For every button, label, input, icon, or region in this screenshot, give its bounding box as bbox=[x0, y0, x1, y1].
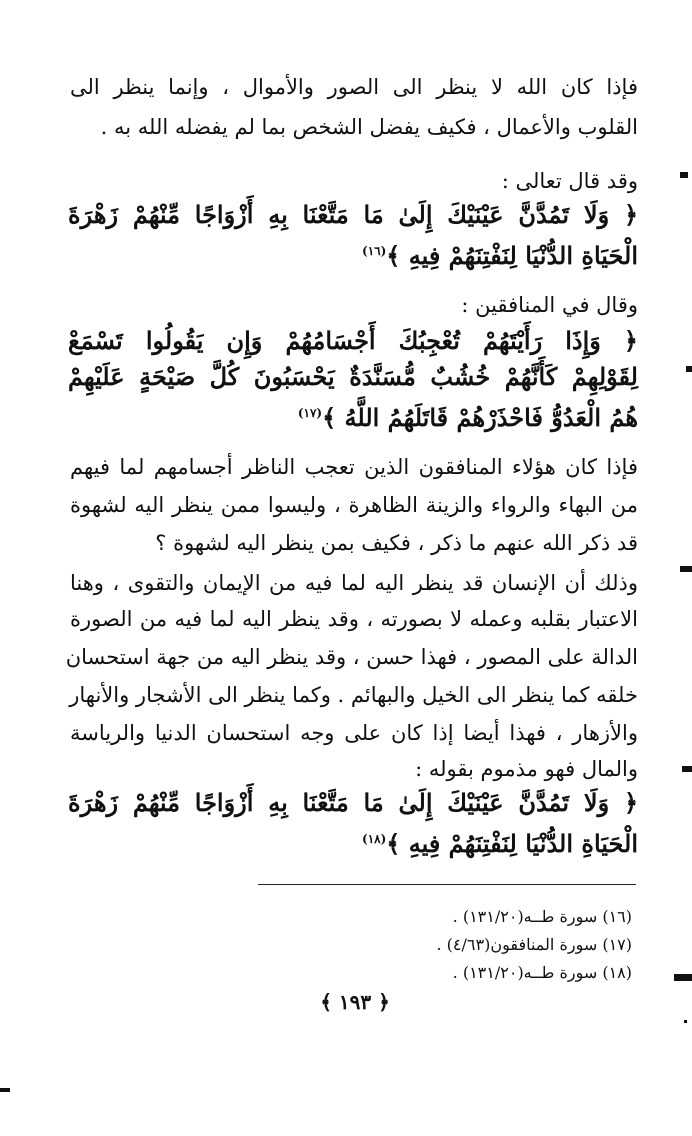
quran-verse-line: ﴿ وَلَا تَمُدَّنَّ عَيْنَيْكَ إِلَىٰ مَا مَتَّعْنَا بِهِ أَزْوَاجًا مِّنْهُمْ زَهْرَةَ bbox=[68, 788, 639, 817]
footnote-reference: (١٨) bbox=[362, 832, 387, 846]
paragraph-line: قد ذكر الله عنهم ما ذكر ، فكيف بمن ينظر اليه لشهوة ؟ bbox=[155, 531, 638, 555]
verse-text: هُمُ الْعَدُوُّ فَاحْذَرْهُمْ قَاتَلَهُمُ اللَّهُ ﴾ bbox=[322, 403, 638, 432]
paragraph-line: فإذا كان الله لا ينظر الى الصور والأموال ، وإنما ينظر الى bbox=[70, 75, 638, 99]
quran-verse-line: ﴿ وَإِذَا رَأَيْتَهُمْ تُعْجِبُكَ أَجْسَامُهُمْ وَإِن يَقُولُوا تَسْمَعْ bbox=[68, 326, 638, 355]
scan-edge-mark bbox=[674, 974, 692, 981]
paragraph-line: والمال فهو مذموم بقوله : bbox=[415, 757, 638, 781]
scan-edge-mark bbox=[680, 172, 688, 178]
scan-edge-mark bbox=[682, 766, 692, 772]
verse-intro: وقال في المنافقين : bbox=[461, 293, 638, 317]
paragraph-line: الدالة على المصور ، فهذا حسن ، وقد ينظر اليه من جهة استحسان bbox=[65, 645, 638, 669]
footnote: (١٨) سورة طــه(١٣١/٢٠) . bbox=[452, 963, 632, 982]
quran-verse-line bbox=[68, 234, 638, 273]
quran-verse-line bbox=[68, 822, 638, 861]
quran-verse-line: لِقَوْلِهِمْ كَأَنَّهُمْ خُشُبٌ مُّسَنَّدَةٌ يَحْسَبُونَ كُلَّ صَيْحَةٍ عَلَيْهِمْ bbox=[68, 362, 638, 391]
paragraph-line: خلقه كما ينظر الى الخيل والبهائم . وكما ينظر الى الأشجار والأنهار bbox=[69, 683, 638, 707]
verse-intro: وقد قال تعالى : bbox=[501, 169, 638, 193]
footnote-reference: (١٧) bbox=[297, 406, 323, 420]
scan-edge-mark bbox=[686, 366, 692, 372]
verse-text: الْحَيَاةِ الدُّنْيَا لِنَفْتِنَهُمْ فِيهِ ﴾ bbox=[386, 829, 638, 858]
footnote-reference: (١٦) bbox=[362, 244, 387, 258]
paragraph-line: والأزهار ، فهذا أيضا إذا كان على وجه استحسان الدنيا والرياسة bbox=[70, 721, 638, 745]
paragraph-line: وذلك أن الإنسان قد ينظر اليه لما فيه من الإيمان والتقوى ، وهنا bbox=[70, 571, 638, 595]
scan-edge-mark bbox=[680, 566, 692, 572]
verse-text: الْحَيَاةِ الدُّنْيَا لِنَفْتِنَهُمْ فِيهِ ﴾ bbox=[386, 241, 638, 270]
quran-verse-line bbox=[68, 396, 638, 435]
quran-verse-line: ﴿ وَلَا تَمُدَّنَّ عَيْنَيْكَ إِلَىٰ مَا مَتَّعْنَا بِهِ أَزْوَاجًا مِّنْهُمْ زَهْرَةَ bbox=[68, 200, 639, 229]
paragraph-line: الاعتبار بقلبه وعمله لا بصورته ، وقد ينظر اليه لما فيه من الصورة bbox=[70, 607, 638, 631]
paragraph-line: من البهاء والرواء والزينة الظاهرة ، وليسوا ممن ينظر اليه لشهوة bbox=[70, 493, 638, 517]
scan-edge-mark bbox=[0, 1088, 10, 1092]
paragraph-line: القلوب والأعمال ، فكيف يفضل الشخص بما لم يفضله الله به . bbox=[100, 115, 638, 139]
scan-edge-mark bbox=[684, 1020, 687, 1023]
footnote: (١٦) سورة طــه(١٣١/٢٠) . bbox=[452, 907, 632, 926]
paragraph-line: فإذا كان هؤلاء المنافقون الذين تعجب الناظر أجسامهم لما فيهم bbox=[70, 455, 638, 479]
page-number: ﴿ ١٩٣ ﴾ bbox=[320, 990, 390, 1014]
footnote-separator bbox=[258, 884, 636, 885]
footnote: (١٧) سورة المنافقون(٤/٦٣) . bbox=[436, 935, 632, 954]
